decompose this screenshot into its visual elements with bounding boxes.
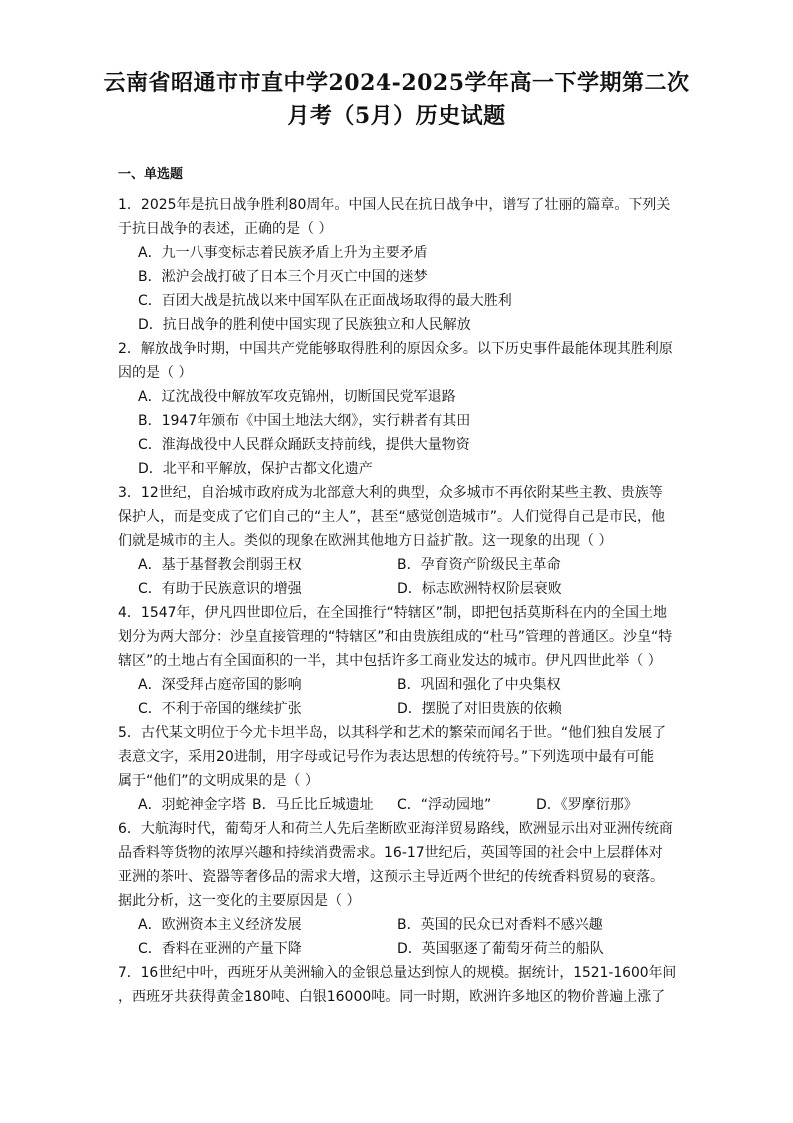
exam-title-line1: 云南省昭通市市直中学2024-2025学年高一下学期第二次 xyxy=(103,70,690,96)
question-2-option-a: A．辽沈战役中解放军攻克锦州，切断国民党军退路 xyxy=(138,389,456,405)
question-4-text: 4．1547年，伊凡四世即位后，在全国推行“特辖区”制，即把包括莫斯科在内的全国土地 xyxy=(118,605,668,621)
question-1-option-d: D．抗日战争的胜利使中国实现了民族独立和人民解放 xyxy=(138,317,471,333)
question-4-option-c: C．不利于帝国的继续扩张 xyxy=(138,701,302,717)
question-2-option-d: D．北平和平解放，保护古都文化遗产 xyxy=(138,461,373,477)
question-6-option-b: B．英国的民众已对香料不感兴趣 xyxy=(397,917,603,933)
question-6-text: 据此分析，这一变化的主要原因是（ ） xyxy=(118,893,361,909)
question-7-text: ，西班牙共获得黄金180吨、白银16000吨。同一时期，欧洲许多地区的物价普遍上涨了 xyxy=(118,989,666,1005)
question-5-option-c: C．“浮动园地” xyxy=(397,797,492,813)
question-6-option-a: A．欧洲资本主义经济发展 xyxy=(138,917,302,933)
question-5-text: 属于“他们”的文明成果的是（ ） xyxy=(118,773,319,789)
question-6-text: 亚洲的茶叶、瓷器等奢侈品的需求大增，这预示主导近两个世纪的传统香料贸易的衰落。 xyxy=(118,869,664,885)
question-3-text: 3．12世纪，自治城市政府成为北部意大利的典型，众多城市不再依附某些主教、贵族等 xyxy=(118,485,663,501)
question-6-text: 6．大航海时代，葡萄牙人和荷兰人先后垄断欧亚海洋贸易路线，欧洲显示出对亚洲传统商 xyxy=(118,821,673,837)
question-3-text: 保护人，而是变成了它们自己的“主人”，甚至“感觉创造城市”。人们觉得自己是市民，他 xyxy=(118,509,666,525)
question-7-text: 7．16世纪中叶，西班牙从美洲输入的金银总量达到惊人的规模。据统计，1521-1600年间 xyxy=(118,965,677,981)
question-5-text: 5．古代某文明位于今尤卡坦半岛，以其科学和艺术的繁荣而闻名于世。“他们独自发展了 xyxy=(118,725,667,741)
question-3-option-a: A．基于基督教会削弱王权 xyxy=(138,557,302,573)
question-1-text: 1．2025年是抗日战争胜利80周年。中国人民在抗日战争中，谱写了壮丽的篇章。下列关 xyxy=(118,197,671,213)
question-6-option-d: D．英国驱逐了葡萄牙荷兰的船队 xyxy=(397,941,604,957)
question-1-text: 于抗日战争的表述，正确的是（ ） xyxy=(118,221,333,237)
question-2-option-c: C．淮海战役中人民群众踊跃支持前线，提供大量物资 xyxy=(138,437,470,453)
question-3-option-d: D．标志欧洲特权阶层衰败 xyxy=(397,581,562,597)
question-5-option-a: A．羽蛇神金字塔 xyxy=(138,797,246,813)
question-4-text: 辖区”的土地占有全国面积的一半，其中包括许多工商业发达的城市。伊凡四世此举（ ） xyxy=(118,653,662,669)
question-2-option-b: B．1947年颁布《中国土地法大纲》，实行耕者有其田 xyxy=(138,413,471,429)
question-1-option-b: B．淞沪会战打破了日本三个月灭亡中国的迷梦 xyxy=(138,269,428,285)
question-5-option-b: B．马丘比丘城遗址 xyxy=(252,797,374,813)
question-1-option-c: C．百团大战是抗战以来中国军队在正面战场取得的最大胜利 xyxy=(138,293,512,309)
question-5-text: 表意文字，采用20进制，用字母或记号作为表达思想的传统符号。”下列选项中最有可能 xyxy=(118,749,655,765)
question-4-option-b: B．巩固和强化了中央集权 xyxy=(397,677,561,693)
section-heading: 一、单选题 xyxy=(118,167,184,182)
question-6-text: 品香料等货物的浓厚兴趣和持续消费需求。16-17世纪后，英国等国的社会中上层群体对 xyxy=(118,845,663,861)
exam-title-line2: 月考（5月）历史试题 xyxy=(287,103,506,129)
question-1-option-a: A．九一八事变标志着民族矛盾上升为主要矛盾 xyxy=(138,245,428,261)
question-4-option-d: D．摆脱了对旧贵族的依赖 xyxy=(397,701,562,717)
question-2-text: 2．解放战争时期，中国共产党能够取得胜利的原因众多。以下历史事件最能体现其胜利原 xyxy=(118,341,673,357)
question-3-text: 们就是城市的主人。类似的现象在欧洲其他地方日益扩散。这一现象的出现（ ） xyxy=(118,533,613,549)
question-4-text: 划分为两大部分：沙皇直接管理的“特辖区”和由贵族组成的“杜马”管理的普通区。沙皇“特 xyxy=(118,629,673,645)
question-3-option-c: C．有助于民族意识的增强 xyxy=(138,581,302,597)
question-3-option-b: B．孕育资产阶级民主革命 xyxy=(397,557,561,573)
question-6-option-c: C．香料在亚洲的产量下降 xyxy=(138,941,302,957)
question-4-option-a: A．深受拜占庭帝国的影响 xyxy=(138,677,302,693)
question-5-option-d: D．《罗摩衍那》 xyxy=(536,797,638,813)
question-2-text: 因的是（ ） xyxy=(118,365,193,381)
